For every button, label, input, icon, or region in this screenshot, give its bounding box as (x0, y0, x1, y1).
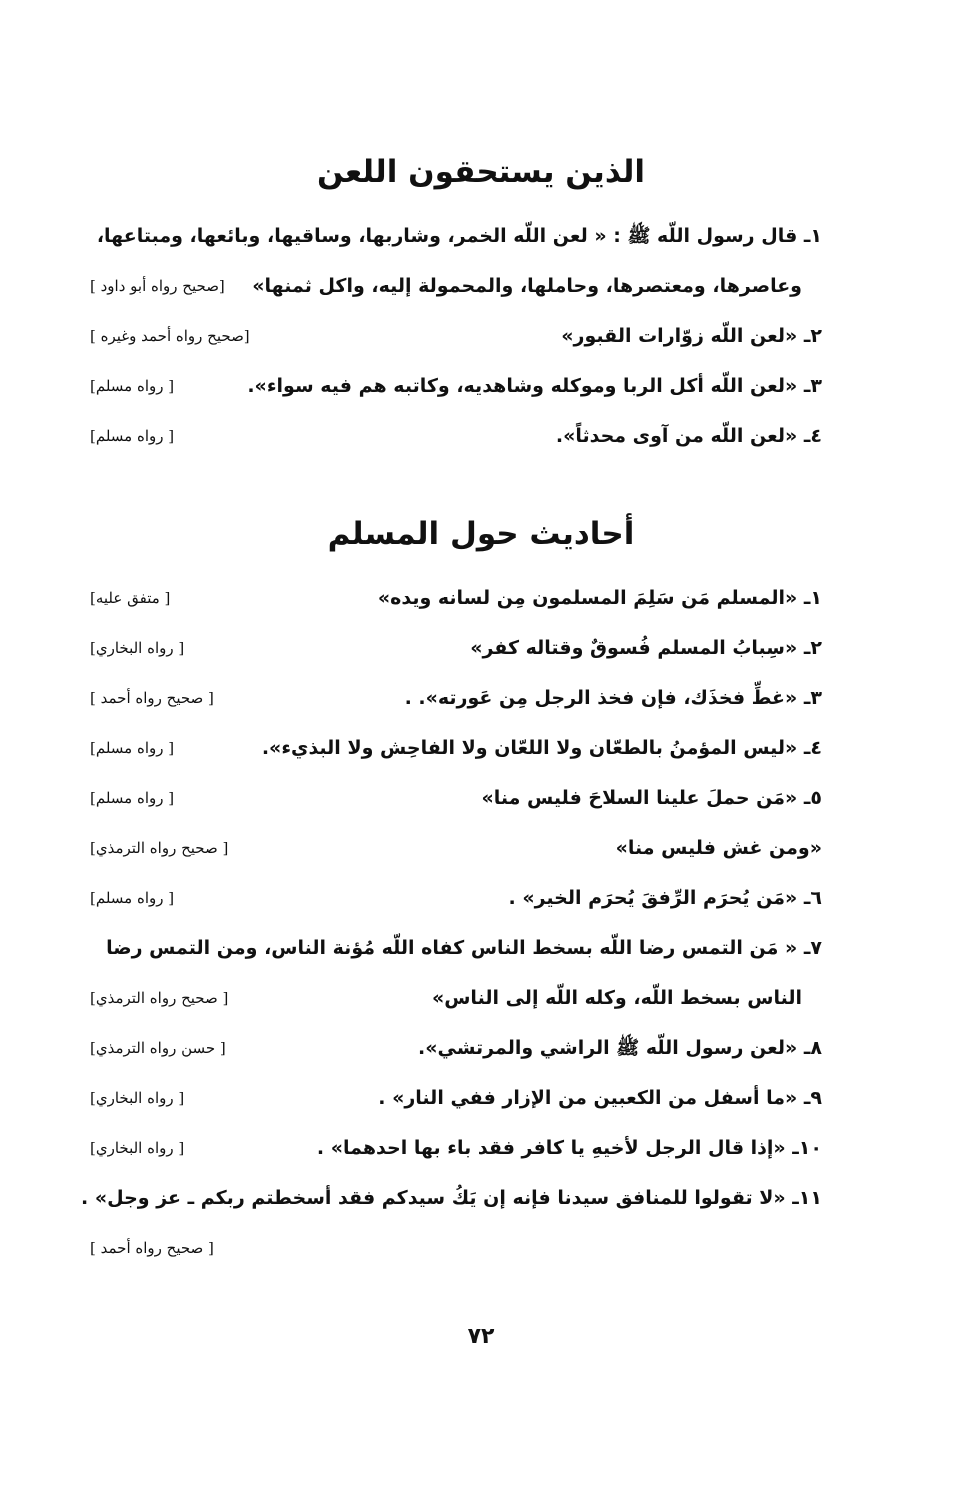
hadith-source: [ حسن رواه الترمذي] (90, 1039, 226, 1057)
hadith-text: ١ـ قال رسول اللّه ﷺ : « لعن اللّه الخمر، وشاربها، وساقيها، وبائعها، ومبتاعها، (96, 225, 822, 247)
hadith-source: [ صحيح رواه الترمذي] (90, 989, 229, 1007)
hadith-text: ٤ـ «ليس المؤمنُ بالطعّان ولا اللعّان ولا الفاحِش ولا البذيء». (261, 737, 822, 759)
hadith-line (90, 418, 822, 454)
hadith-text: «ومن غش فليس منا» (615, 837, 822, 859)
hadith-source: [ رواه البخاري] (90, 1139, 185, 1157)
hadith-source: [ رواه البخاري] (90, 1089, 185, 1107)
hadith-line (90, 630, 822, 666)
hadith-source: [ رواه البخاري] (90, 639, 185, 657)
section-title-cursed: الذين يستحقون اللعن (317, 154, 645, 190)
hadith-text: ٩ـ «ما أسفل من الكعبين من الإزار ففي النار» . (378, 1087, 822, 1109)
hadith-line (90, 1230, 822, 1266)
hadith-text: ٢ـ «لعن اللّه زوّارات القبور» (561, 325, 822, 347)
hadith-source: [ صحيح رواه الترمذي] (90, 839, 229, 857)
hadith-source: [ رواه مسلم] (90, 789, 175, 807)
hadith-text: ٨ـ «لعن رسول اللّه ﷺ الراشي والمرتشي». (417, 1037, 822, 1059)
hadith-text: ٧ـ « مَن التمس رضا اللّه بسخط الناس كفاه اللّه مُؤنة الناس، ومن التمس رضا (106, 937, 822, 959)
hadith-line (90, 930, 822, 966)
hadith-line (90, 580, 822, 616)
hadith-line (81, 1180, 822, 1216)
hadith-text: وعاصرها، ومعتصرها، وحاملها، والمحمولة إليه، واكل ثمنها» (252, 275, 802, 297)
hadith-text: ١١ـ «لا تقولوا للمنافق سيدنا فإنه إن يَكُ سيدكم فقد أسخطتم ربكم ـ عز وجل» . (81, 1187, 822, 1209)
hadith-line (90, 1130, 822, 1166)
hadith-source: [صحيح رواه أبو داود ] (90, 277, 225, 295)
hadith-source: [ رواه مسلم] (90, 739, 175, 757)
hadith-source: [ متفق عليه] (90, 589, 171, 607)
hadith-text: ٣ـ «غطِّ فخذَك، فإن فخذ الرجل مِن عَورته». . (404, 687, 822, 709)
hadith-text: ٢ـ «سِبابُ المسلم فُسوقٌ وقتاله كفر» (470, 637, 822, 659)
hadith-text: ٤ـ «لعن اللّه من آوى محدثاً». (555, 425, 822, 447)
hadith-text: ١ـ «المسلم مَن سَلِمَ المسلمون مِن لسانه ويده» (377, 587, 822, 609)
hadith-source: [ رواه مسلم] (90, 427, 175, 445)
hadith-line (90, 1080, 822, 1116)
hadith-source: [ صحيح رواه أحمد ] (90, 1239, 214, 1257)
hadith-line (90, 730, 822, 766)
hadith-text: ٥ـ «مَن حملَ علينا السلاحَ فليس منا» (481, 787, 822, 809)
hadith-text: ٦ـ «مَن يُحرَم الرِّفقَ يُحرَم الخير» . (508, 887, 822, 909)
hadith-line (90, 830, 822, 866)
hadith-source: [ رواه مسلم] (90, 889, 175, 907)
hadith-line (90, 1030, 822, 1066)
hadith-line (90, 880, 822, 916)
hadith-source: [صحيح رواه أحمد وغيره ] (90, 327, 250, 345)
hadith-text: ١٠ـ «إذا قال الرجل لأخيهِ يا كافر فقد باء بها احدهما» . (316, 1137, 822, 1159)
hadith-source: [ رواه مسلم] (90, 377, 175, 395)
hadith-line (90, 218, 822, 254)
hadith-line (90, 318, 822, 354)
hadith-line (90, 268, 802, 304)
hadith-line (90, 780, 822, 816)
hadith-source: [ صحيح رواه أحمد ] (90, 689, 214, 707)
page-number: ٧٢ (467, 1324, 495, 1349)
section-title-muslim: أحاديث حول المسلم (327, 516, 635, 552)
hadith-line (90, 980, 802, 1016)
hadith-text: الناس بسخط اللّه، وكله اللّه إلى الناس» (431, 987, 802, 1009)
hadith-line (90, 368, 822, 404)
hadith-line (90, 680, 822, 716)
hadith-text: ٣ـ «لعن اللّه أكل الربا وموكله وشاهديه، وكاتبه هم فيه سواء». (247, 375, 822, 397)
